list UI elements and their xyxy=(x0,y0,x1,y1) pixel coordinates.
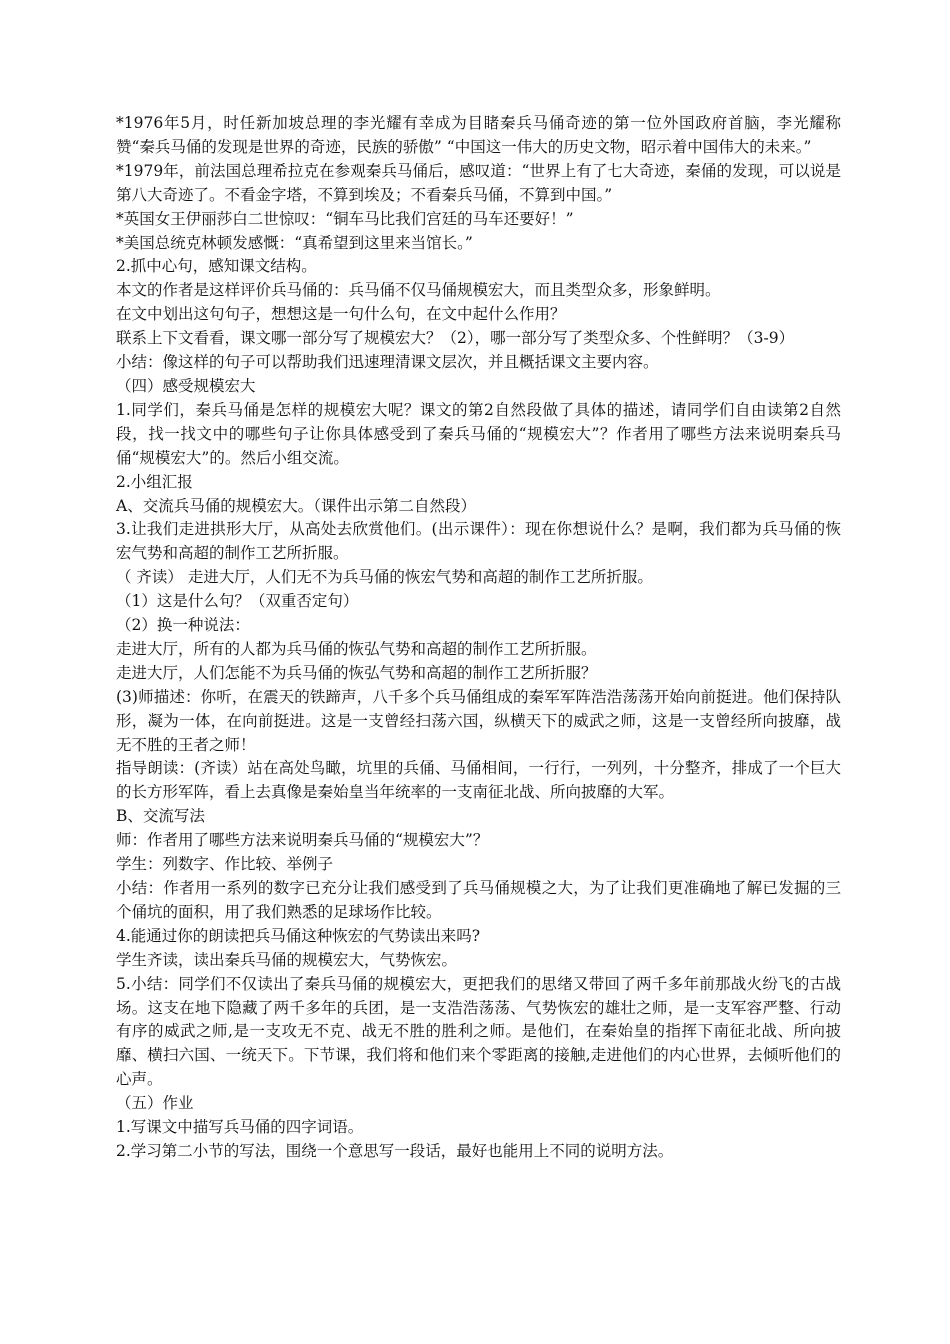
paragraph: A、交流兵马俑的规模宏大。（课件出示第二自然段） xyxy=(116,496,476,515)
paragraph: 指导朗读：(齐读）站在高处鸟瞰，坑里的兵俑、马俑相间，一行行，一列列，十分整齐，排成了一个巨大的长方形军阵，看上去真像是秦始皇当年统率的一支南征北战、所向披靡的大军。 xyxy=(116,759,841,802)
paragraph: 2.小组汇报 xyxy=(116,472,193,491)
paragraph: 在文中划出这句句子，想想这是一句什么句，在文中起什么作用？ xyxy=(116,305,566,324)
paragraph: B、交流写法 xyxy=(116,807,205,826)
paragraph: 学生齐读，读出秦兵马俑的规模宏大，气势恢宏。 xyxy=(116,950,458,969)
paragraph: 本文的作者是这样评价兵马俑的：兵马俑不仅马俑规模宏大，而且类型众多，形象鲜明。 xyxy=(116,281,721,300)
paragraph: 走进大厅，所有的人都为兵马俑的恢弘气势和高超的制作工艺所折服。 xyxy=(116,639,597,658)
quote-lee-kuan-yew: *1976年5月，时任新加坡总理的李光耀有幸成为目睹秦兵马俑奇迹的第一位外国政府首脑，李光耀称赞“秦兵马俑的发现是世界的奇迹，民族的骄傲” “中国这一伟大的历史文物，昭示着中国伟大的未来。” xyxy=(116,114,841,156)
paragraph-summary: 小结：像这样的句子可以帮助我们迅速理清课文层次，并且概括课文主要内容。 xyxy=(116,353,659,372)
paragraph: 1.同学们，秦兵马俑是怎样的规模宏大呢？课文的第2自然段做了具体的描述，请同学们自由读第2自然段，找一找文中的哪些句子让你具体感受到了秦兵马俑的“规模宏大”？作者用了哪些方法来说明秦兵马俑“规模宏大”的。然后小组交流。 xyxy=(116,400,841,467)
paragraph: (3)师描述：你听，在震天的铁蹄声，八千多个兵马俑组成的秦军军阵浩浩荡荡开始向前挺进。他们保持队形，凝为一体，在向前挺进。这是一支曾经扫荡六国，纵横天下的威武之师，这是一支曾经所向披靡，战无不胜的王者之师！ xyxy=(116,687,841,754)
paragraph: 师：作者用了哪些方法来说明秦兵马俑的“规模宏大”？ xyxy=(116,831,489,850)
section-heading-central-sentence: 2.抓中心句，感知课文结构。 xyxy=(116,257,317,276)
paragraph: 联系上下文看看，课文哪一部分写了规模宏大？（2），哪一部分写了类型众多、个性鲜明？（3-9） xyxy=(116,329,795,348)
paragraph: （ 齐读） 走进大厅，人们无不为兵马俑的恢宏气势和高超的制作工艺所折服。 xyxy=(116,568,653,587)
section-heading-5: （五）作业 xyxy=(116,1094,194,1113)
paragraph-summary: 5.小结：同学们不仅读出了秦兵马俑的规模宏大，更把我们的思绪又带回了两千多年前那战火纷飞的古战场。这支在地下隐藏了两千多年的兵团，是一支浩浩荡荡、气势恢宏的雄壮之师，是一支军容严整、行动有序的威武之师,是一支攻无不克、战无不胜的胜利之师。是他们，在秦始皇的指挥下南征北战、所向披靡、横扫六国、一统天下。下节课，我们将和他们来个零距离的接触,走进他们的内心世界，去倾听他们的心声。 xyxy=(116,974,841,1089)
quote-clinton: *美国总统克林顿发感慨：“真希望到这里来当馆长。” xyxy=(116,233,473,252)
homework-item: 2.学习第二小节的写法，围绕一个意思写一段话，最好也能用上不同的说明方法。 xyxy=(116,1141,674,1160)
quote-queen-elizabeth: *英国女王伊丽莎白二世惊叹：“铜车马比我们宫廷的马车还要好！” xyxy=(116,209,574,228)
paragraph-summary: 小结：作者用一系列的数字已充分让我们感受到了兵马俑规模之大，为了让我们更准确地了解已发掘的三个俑坑的面积，用了我们熟悉的足球场作比较。 xyxy=(116,879,841,921)
paragraph: 学生：列数字、作比较、举例子 xyxy=(116,855,334,874)
document-page xyxy=(116,112,841,1164)
section-heading-4: （四）感受规模宏大 xyxy=(116,376,256,395)
quote-chirac: *1979年，前法国总理希拉克在参观秦兵马俑后，感叹道：“世界上有了七大奇迹，秦俑的发现，可以说是第八大奇迹了。不看金字塔，不算到埃及；不看秦兵马俑，不算到中国。” xyxy=(116,161,841,204)
paragraph: （2）换一种说法： xyxy=(116,616,250,635)
homework-item: 1.写课文中描写兵马俑的四字词语。 xyxy=(116,1118,364,1137)
paragraph: 4.能通过你的朗读把兵马俑这种恢宏的气势读出来吗? xyxy=(116,926,481,945)
paragraph: （1）这是什么句？（双重否定句） xyxy=(116,592,359,611)
paragraph: 3.让我们走进拱形大厅，从高处去欣赏他们。(出示课件）：现在你想说什么？是啊，我们都为兵马俑的恢宏气势和高超的制作工艺所折服。 xyxy=(116,520,841,563)
paragraph: 走进大厅，人们怎能不为兵马俑的恢弘气势和高超的制作工艺所折服？ xyxy=(116,663,597,682)
